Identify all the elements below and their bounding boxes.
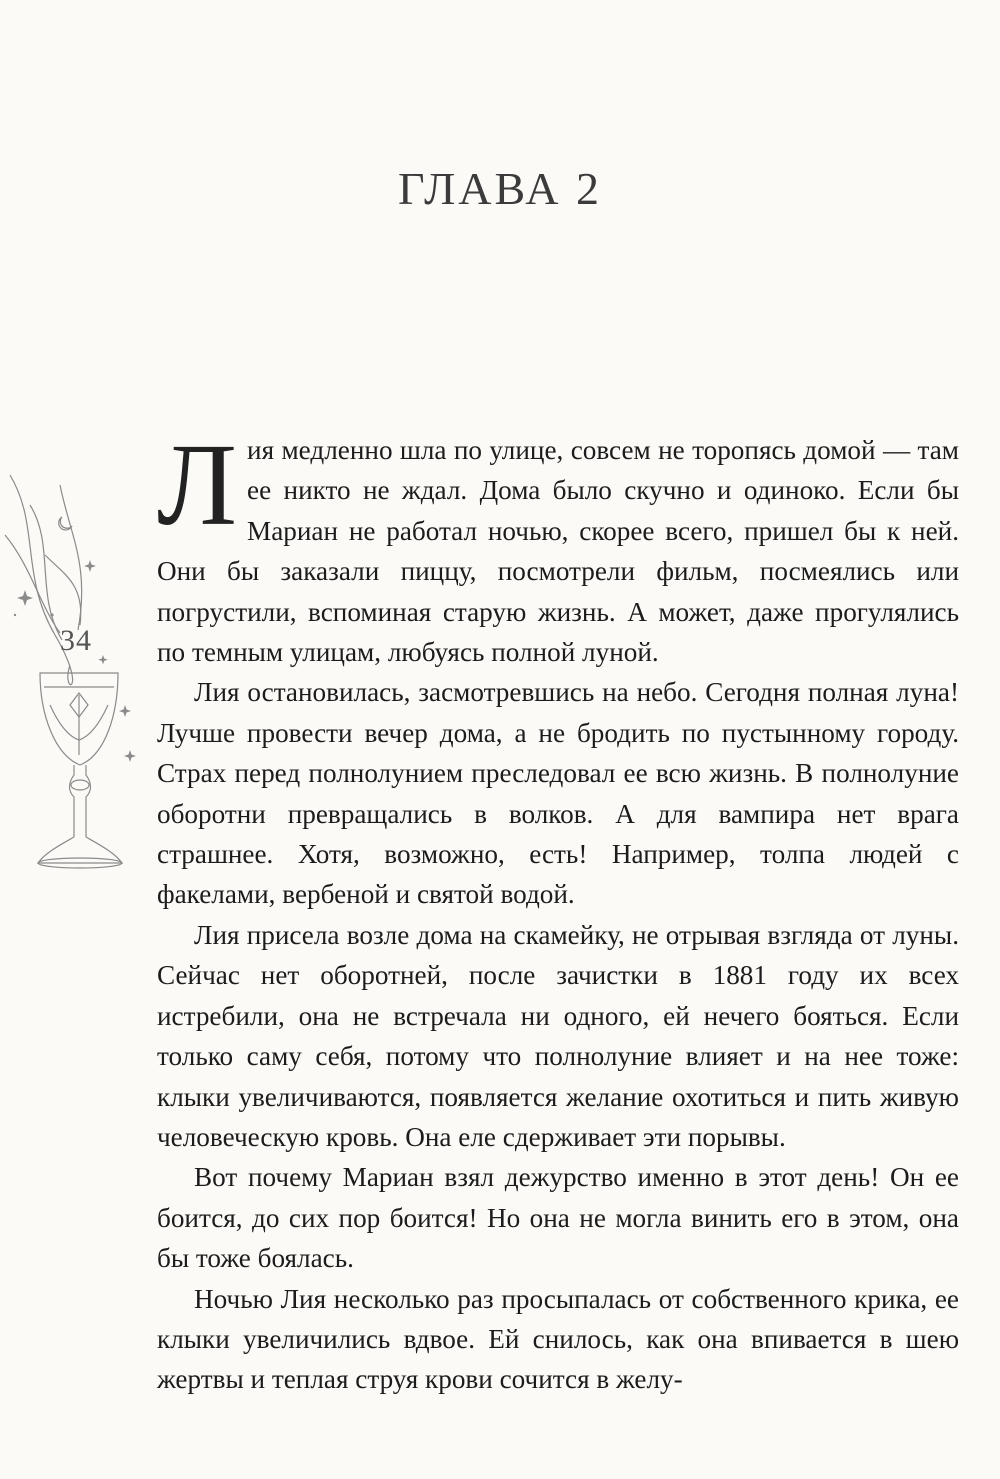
paragraph-text: ия медленно шла по улице, совсем не торопясь домой — там ее никто не ждал. Дома было скучно и одиноко. Если бы Мариан не работал ночью, скорее всего, пришел бы к ней. Они бы заказали пиццу, посмотрели фильм, посмеялись или погрустили, вспоминая старую жизнь. А может, даже прогулялись по темным улицам, любуясь полной луной. <box>157 435 959 668</box>
drop-cap: Л <box>157 419 238 550</box>
paragraph <box>157 419 959 672</box>
chapter-title: ГЛАВА 2 <box>397 163 603 214</box>
goblet-with-stars-icon <box>0 465 155 885</box>
paragraph: Ночью Лия несколько раз просыпалась от собственного крика, ее клыки увеличились вдвое. Ей снилось, как она впивается в шею жертвы и теплая струя крови сочится в желу- <box>157 1283 959 1395</box>
body-text <box>157 419 959 1400</box>
page-number: 34 <box>60 624 92 657</box>
paragraph: Лия остановилась, засмотревшись на небо. Сегодня полная луна! Лучше провести вечер дома, а не бродить по пустынному городу. Страх перед полнолунием преследовал ее всю жизнь. В полнолуние оборотни превращались в волков. А для вампира нет врага страшнее. Хотя, возможно, есть! Например, толпа людей с факелами, вербеной и святой водой. <box>157 677 959 910</box>
paragraph: Вот почему Мариан взял дежурство именно в этот день! Он ее боится, до сих пор боится! Но она не могла винить его в этом, она бы тоже боялась. <box>157 1162 959 1274</box>
paragraph: Лия присела возле дома на скамейку, не отрывая взгляда от луны. Сейчас нет оборотней, после зачистки в 1881 году их всех истребили, она не встречала ни одного, ей нечего бояться. Если только саму себя, потому что полнолуние влияет и на нее тоже: клыки увеличиваются, появляется желание охотиться и пить живую человеческую кровь. Она еле сдерживает эти порывы. <box>157 919 959 1152</box>
